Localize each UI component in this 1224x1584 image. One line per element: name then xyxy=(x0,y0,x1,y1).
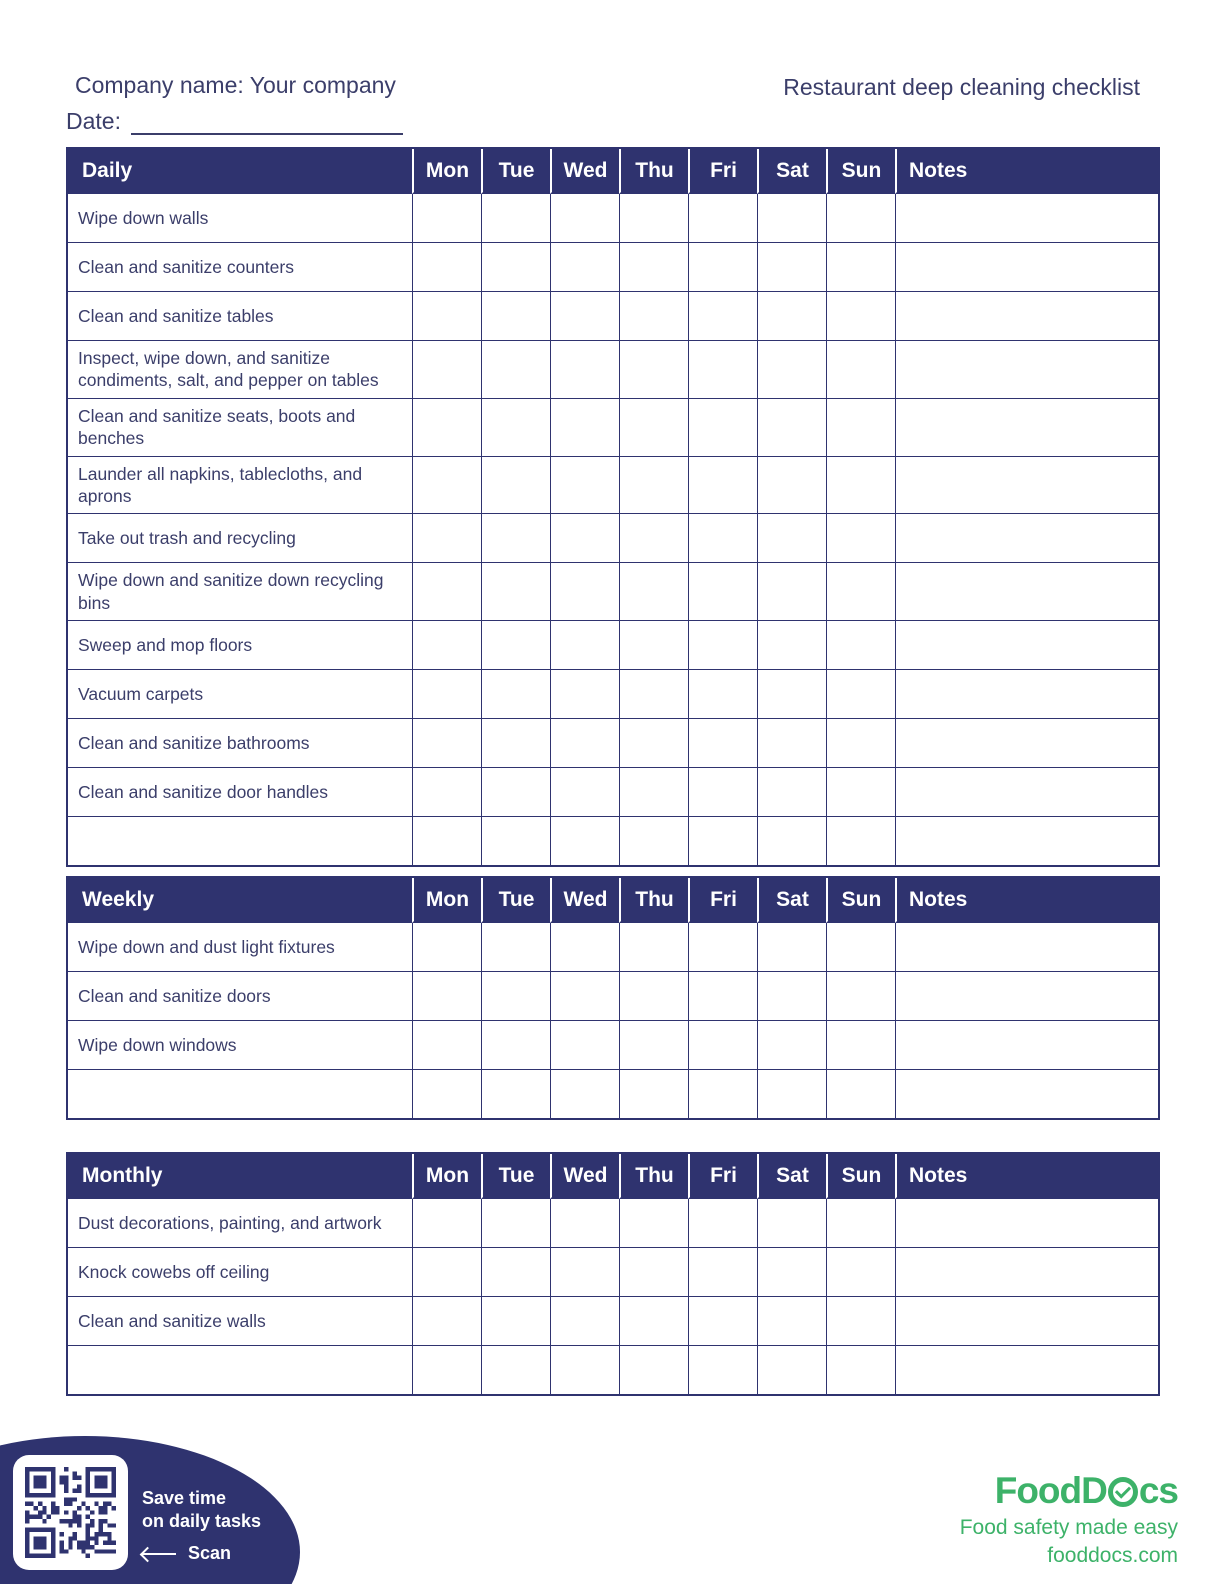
notes-cell[interactable] xyxy=(895,292,1158,341)
day-cell-thu[interactable] xyxy=(619,1297,688,1346)
notes-cell[interactable] xyxy=(895,768,1158,817)
day-cell-sat[interactable] xyxy=(757,768,826,817)
notes-cell[interactable] xyxy=(895,341,1158,399)
day-cell-wed[interactable] xyxy=(550,621,619,670)
day-cell-sat[interactable] xyxy=(757,972,826,1021)
day-cell-sun[interactable] xyxy=(826,670,895,719)
day-cell-sun[interactable] xyxy=(826,243,895,292)
day-cell-tue[interactable] xyxy=(481,1199,550,1248)
day-header-sun: Sun xyxy=(826,1154,895,1199)
day-cell-sat[interactable] xyxy=(757,514,826,563)
day-cell-sat[interactable] xyxy=(757,670,826,719)
monthly-checklist-table xyxy=(66,1152,1160,1396)
day-cell-thu[interactable] xyxy=(619,1199,688,1248)
day-header-tue: Tue xyxy=(481,878,550,923)
task-row xyxy=(68,621,1158,670)
day-cell-wed[interactable] xyxy=(550,1248,619,1297)
task-row xyxy=(68,1021,1158,1070)
task-row xyxy=(68,1248,1158,1297)
day-cell-sun[interactable] xyxy=(826,1070,895,1118)
notes-cell[interactable] xyxy=(895,1346,1158,1394)
day-cell-sat[interactable] xyxy=(757,1021,826,1070)
day-cell-sun[interactable] xyxy=(826,563,895,621)
day-cell-thu[interactable] xyxy=(619,972,688,1021)
day-header-sat: Sat xyxy=(757,1154,826,1199)
day-header-thu: Thu xyxy=(619,149,688,194)
notes-cell[interactable] xyxy=(895,563,1158,621)
task-row xyxy=(68,194,1158,243)
day-cell-fri[interactable] xyxy=(688,1248,757,1297)
task-label-cell xyxy=(68,1070,412,1118)
task-label-cell: Launder all napkins, tablecloths, and aprons xyxy=(68,457,412,515)
day-cell-sun[interactable] xyxy=(826,1297,895,1346)
notes-cell[interactable] xyxy=(895,923,1158,972)
qr-code-icon xyxy=(25,1467,116,1558)
day-cell-wed[interactable] xyxy=(550,1021,619,1070)
header-row xyxy=(68,1154,1158,1199)
brand-website: fooddocs.com xyxy=(1047,1544,1178,1567)
day-cell-mon[interactable] xyxy=(412,243,481,292)
section-header-monthly: Monthly xyxy=(68,1154,412,1199)
day-cell-thu[interactable] xyxy=(619,457,688,515)
day-cell-mon[interactable] xyxy=(412,1070,481,1118)
day-cell-mon[interactable] xyxy=(412,341,481,399)
day-cell-thu[interactable] xyxy=(619,923,688,972)
task-label-cell: Clean and sanitize counters xyxy=(68,243,412,292)
day-cell-mon[interactable] xyxy=(412,817,481,865)
promo-line-2: on daily tasks xyxy=(142,1511,262,1531)
day-cell-fri[interactable] xyxy=(688,923,757,972)
notes-cell[interactable] xyxy=(895,1070,1158,1118)
day-cell-mon[interactable] xyxy=(412,768,481,817)
task-label-cell: Sweep and mop floors xyxy=(68,621,412,670)
day-cell-fri[interactable] xyxy=(688,457,757,515)
promo-line-1: Save time xyxy=(142,1488,227,1508)
day-cell-sat[interactable] xyxy=(757,1070,826,1118)
task-label-cell: Inspect, wipe down, and sanitize condiments, salt, and pepper on tables xyxy=(68,341,412,399)
day-cell-thu[interactable] xyxy=(619,768,688,817)
brand-text-pre: FoodD xyxy=(994,1470,1107,1511)
day-cell-mon[interactable] xyxy=(412,1297,481,1346)
day-cell-mon[interactable] xyxy=(412,670,481,719)
task-label-cell: Take out trash and recycling xyxy=(68,514,412,563)
day-cell-wed[interactable] xyxy=(550,194,619,243)
promo-text xyxy=(142,1487,261,1533)
brand-block xyxy=(960,1472,1178,1568)
weekly-checklist-table xyxy=(66,876,1160,1120)
scan-label: Scan xyxy=(188,1543,232,1563)
day-cell-mon[interactable] xyxy=(412,194,481,243)
date-row xyxy=(66,108,403,135)
day-header-tue: Tue xyxy=(481,149,550,194)
day-cell-mon[interactable] xyxy=(412,1248,481,1297)
day-cell-sat[interactable] xyxy=(757,341,826,399)
day-header-mon: Mon xyxy=(412,878,481,923)
day-cell-sat[interactable] xyxy=(757,563,826,621)
task-row xyxy=(68,563,1158,621)
day-cell-fri[interactable] xyxy=(688,768,757,817)
task-label-cell: Wipe down and sanitize down recycling bins xyxy=(68,563,412,621)
day-header-fri: Fri xyxy=(688,149,757,194)
day-cell-sun[interactable] xyxy=(826,292,895,341)
brand-tagline: Food safety made easy xyxy=(959,1516,1178,1539)
notes-cell[interactable] xyxy=(895,399,1158,457)
day-header-fri: Fri xyxy=(688,878,757,923)
day-cell-sun[interactable] xyxy=(826,399,895,457)
day-cell-sun[interactable] xyxy=(826,719,895,768)
day-cell-tue[interactable] xyxy=(481,341,550,399)
day-cell-mon[interactable] xyxy=(412,457,481,515)
task-row xyxy=(68,514,1158,563)
day-cell-sun[interactable] xyxy=(826,457,895,515)
task-label-cell: Wipe down walls xyxy=(68,194,412,243)
day-header-sat: Sat xyxy=(757,878,826,923)
day-cell-sun[interactable] xyxy=(826,768,895,817)
notes-cell[interactable] xyxy=(895,457,1158,515)
day-cell-wed[interactable] xyxy=(550,341,619,399)
day-cell-sun[interactable] xyxy=(826,1021,895,1070)
left-arrow-icon xyxy=(142,1553,176,1555)
day-cell-wed[interactable] xyxy=(550,1297,619,1346)
day-cell-fri[interactable] xyxy=(688,292,757,341)
day-cell-tue[interactable] xyxy=(481,1297,550,1346)
header-row xyxy=(68,149,1158,194)
brand-text-post: cs xyxy=(1138,1470,1178,1511)
day-cell-sun[interactable] xyxy=(826,817,895,865)
task-label-cell: Knock cowebs off ceiling xyxy=(68,1248,412,1297)
day-cell-sun[interactable] xyxy=(826,514,895,563)
empty-task-row xyxy=(68,817,1158,865)
day-cell-mon[interactable] xyxy=(412,399,481,457)
day-cell-wed[interactable] xyxy=(550,768,619,817)
day-header-sun: Sun xyxy=(826,149,895,194)
day-cell-sat[interactable] xyxy=(757,1346,826,1394)
day-cell-wed[interactable] xyxy=(550,1346,619,1394)
day-cell-wed[interactable] xyxy=(550,719,619,768)
day-cell-wed[interactable] xyxy=(550,563,619,621)
page-title: Restaurant deep cleaning checklist xyxy=(783,74,1140,100)
task-label-cell xyxy=(68,1346,412,1394)
notes-cell[interactable] xyxy=(895,1199,1158,1248)
fooddocs-logo xyxy=(960,1472,1178,1509)
date-label: Date: xyxy=(66,108,121,134)
day-header-sun: Sun xyxy=(826,878,895,923)
day-cell-wed[interactable] xyxy=(550,670,619,719)
day-cell-sun[interactable] xyxy=(826,1248,895,1297)
section-header-daily: Daily xyxy=(68,149,412,194)
notes-cell[interactable] xyxy=(895,670,1158,719)
task-label-cell: Clean and sanitize door handles xyxy=(68,768,412,817)
notes-cell[interactable] xyxy=(895,243,1158,292)
day-cell-tue[interactable] xyxy=(481,1021,550,1070)
day-cell-thu[interactable] xyxy=(619,719,688,768)
day-header-wed: Wed xyxy=(550,878,619,923)
day-header-wed: Wed xyxy=(550,149,619,194)
day-cell-sun[interactable] xyxy=(826,1199,895,1248)
day-cell-fri[interactable] xyxy=(688,1021,757,1070)
date-fill-in-line[interactable] xyxy=(131,109,403,135)
notes-cell[interactable] xyxy=(895,719,1158,768)
day-cell-fri[interactable] xyxy=(688,670,757,719)
task-row xyxy=(68,768,1158,817)
day-cell-sat[interactable] xyxy=(757,621,826,670)
day-cell-wed[interactable] xyxy=(550,457,619,515)
day-cell-sun[interactable] xyxy=(826,1346,895,1394)
day-cell-fri[interactable] xyxy=(688,719,757,768)
day-cell-thu[interactable] xyxy=(619,621,688,670)
task-row xyxy=(68,972,1158,1021)
day-cell-fri[interactable] xyxy=(688,243,757,292)
day-cell-sat[interactable] xyxy=(757,1297,826,1346)
day-cell-fri[interactable] xyxy=(688,621,757,670)
day-cell-sun[interactable] xyxy=(826,341,895,399)
day-cell-sat[interactable] xyxy=(757,194,826,243)
day-cell-wed[interactable] xyxy=(550,1199,619,1248)
day-cell-sat[interactable] xyxy=(757,1199,826,1248)
day-cell-fri[interactable] xyxy=(688,514,757,563)
day-cell-thu[interactable] xyxy=(619,243,688,292)
day-cell-fri[interactable] xyxy=(688,1199,757,1248)
day-cell-tue[interactable] xyxy=(481,399,550,457)
day-cell-tue[interactable] xyxy=(481,563,550,621)
day-cell-fri[interactable] xyxy=(688,399,757,457)
day-header-fri: Fri xyxy=(688,1154,757,1199)
day-cell-thu[interactable] xyxy=(619,1248,688,1297)
notes-cell[interactable] xyxy=(895,817,1158,865)
day-cell-fri[interactable] xyxy=(688,1297,757,1346)
day-cell-tue[interactable] xyxy=(481,972,550,1021)
day-cell-mon[interactable] xyxy=(412,972,481,1021)
notes-cell[interactable] xyxy=(895,972,1158,1021)
task-row xyxy=(68,457,1158,515)
day-cell-thu[interactable] xyxy=(619,514,688,563)
day-header-thu: Thu xyxy=(619,878,688,923)
task-row xyxy=(68,243,1158,292)
task-label-cell: Dust decorations, painting, and artwork xyxy=(68,1199,412,1248)
task-label-cell: Clean and sanitize bathrooms xyxy=(68,719,412,768)
day-cell-tue[interactable] xyxy=(481,1070,550,1118)
empty-task-row xyxy=(68,1346,1158,1394)
day-cell-wed[interactable] xyxy=(550,1070,619,1118)
day-cell-sat[interactable] xyxy=(757,1248,826,1297)
day-header-thu: Thu xyxy=(619,1154,688,1199)
notes-header: Notes xyxy=(895,149,1158,194)
day-cell-sun[interactable] xyxy=(826,923,895,972)
day-cell-fri[interactable] xyxy=(688,817,757,865)
company-name-line: Company name: Your company xyxy=(75,72,396,98)
notes-header: Notes xyxy=(895,1154,1158,1199)
day-cell-tue[interactable] xyxy=(481,817,550,865)
day-cell-sat[interactable] xyxy=(757,292,826,341)
day-cell-sat[interactable] xyxy=(757,399,826,457)
task-label-cell: Wipe down windows xyxy=(68,1021,412,1070)
day-cell-fri[interactable] xyxy=(688,194,757,243)
day-cell-mon[interactable] xyxy=(412,514,481,563)
day-cell-thu[interactable] xyxy=(619,292,688,341)
notes-cell[interactable] xyxy=(895,1297,1158,1346)
notes-cell[interactable] xyxy=(895,621,1158,670)
day-cell-thu[interactable] xyxy=(619,399,688,457)
day-cell-sat[interactable] xyxy=(757,923,826,972)
day-cell-fri[interactable] xyxy=(688,341,757,399)
day-cell-tue[interactable] xyxy=(481,1248,550,1297)
day-cell-wed[interactable] xyxy=(550,514,619,563)
day-cell-fri[interactable] xyxy=(688,972,757,1021)
day-cell-thu[interactable] xyxy=(619,817,688,865)
task-label-cell: Clean and sanitize doors xyxy=(68,972,412,1021)
day-cell-tue[interactable] xyxy=(481,923,550,972)
day-cell-thu[interactable] xyxy=(619,670,688,719)
check-circle-icon xyxy=(1108,1477,1138,1507)
day-cell-tue[interactable] xyxy=(481,670,550,719)
day-cell-tue[interactable] xyxy=(481,621,550,670)
empty-task-row xyxy=(68,1070,1158,1118)
day-cell-wed[interactable] xyxy=(550,817,619,865)
day-cell-fri[interactable] xyxy=(688,563,757,621)
section-header-weekly: Weekly xyxy=(68,878,412,923)
day-cell-mon[interactable] xyxy=(412,1021,481,1070)
day-cell-mon[interactable] xyxy=(412,1346,481,1394)
notes-cell[interactable] xyxy=(895,1021,1158,1070)
qr-card xyxy=(13,1455,128,1570)
day-cell-tue[interactable] xyxy=(481,768,550,817)
day-cell-thu[interactable] xyxy=(619,341,688,399)
day-cell-sun[interactable] xyxy=(826,972,895,1021)
day-cell-sat[interactable] xyxy=(757,817,826,865)
day-cell-sun[interactable] xyxy=(826,621,895,670)
day-cell-wed[interactable] xyxy=(550,292,619,341)
notes-header: Notes xyxy=(895,878,1158,923)
day-cell-wed[interactable] xyxy=(550,243,619,292)
task-row xyxy=(68,399,1158,457)
day-cell-sat[interactable] xyxy=(757,719,826,768)
day-cell-wed[interactable] xyxy=(550,972,619,1021)
task-row xyxy=(68,1199,1158,1248)
task-row xyxy=(68,670,1158,719)
day-cell-thu[interactable] xyxy=(619,1070,688,1118)
day-cell-wed[interactable] xyxy=(550,923,619,972)
day-cell-mon[interactable] xyxy=(412,292,481,341)
day-cell-tue[interactable] xyxy=(481,457,550,515)
day-cell-fri[interactable] xyxy=(688,1346,757,1394)
day-cell-thu[interactable] xyxy=(619,194,688,243)
notes-cell[interactable] xyxy=(895,194,1158,243)
scan-row xyxy=(142,1543,231,1564)
day-header-mon: Mon xyxy=(412,1154,481,1199)
task-label-cell: Clean and sanitize walls xyxy=(68,1297,412,1346)
day-header-wed: Wed xyxy=(550,1154,619,1199)
day-cell-mon[interactable] xyxy=(412,923,481,972)
task-label-cell: Vacuum carpets xyxy=(68,670,412,719)
day-cell-tue[interactable] xyxy=(481,514,550,563)
task-row xyxy=(68,1297,1158,1346)
day-header-mon: Mon xyxy=(412,149,481,194)
task-label-cell: Clean and sanitize seats, boots and benches xyxy=(68,399,412,457)
day-cell-sat[interactable] xyxy=(757,243,826,292)
day-cell-mon[interactable] xyxy=(412,621,481,670)
day-cell-wed[interactable] xyxy=(550,399,619,457)
day-cell-thu[interactable] xyxy=(619,563,688,621)
day-cell-thu[interactable] xyxy=(619,1021,688,1070)
day-cell-tue[interactable] xyxy=(481,243,550,292)
day-cell-mon[interactable] xyxy=(412,1199,481,1248)
day-cell-thu[interactable] xyxy=(619,1346,688,1394)
day-cell-fri[interactable] xyxy=(688,1070,757,1118)
task-row xyxy=(68,923,1158,972)
day-cell-tue[interactable] xyxy=(481,1346,550,1394)
task-row xyxy=(68,341,1158,399)
notes-cell[interactable] xyxy=(895,514,1158,563)
day-cell-mon[interactable] xyxy=(412,719,481,768)
day-cell-tue[interactable] xyxy=(481,292,550,341)
day-cell-sun[interactable] xyxy=(826,194,895,243)
task-row xyxy=(68,292,1158,341)
task-label-cell: Wipe down and dust light fixtures xyxy=(68,923,412,972)
task-label-cell: Clean and sanitize tables xyxy=(68,292,412,341)
header-row xyxy=(68,878,1158,923)
notes-cell[interactable] xyxy=(895,1248,1158,1297)
day-cell-mon[interactable] xyxy=(412,563,481,621)
day-cell-tue[interactable] xyxy=(481,194,550,243)
day-header-sat: Sat xyxy=(757,149,826,194)
daily-checklist-table xyxy=(66,147,1160,867)
day-header-tue: Tue xyxy=(481,1154,550,1199)
day-cell-sat[interactable] xyxy=(757,457,826,515)
task-label-cell xyxy=(68,817,412,865)
day-cell-tue[interactable] xyxy=(481,719,550,768)
task-row xyxy=(68,719,1158,768)
